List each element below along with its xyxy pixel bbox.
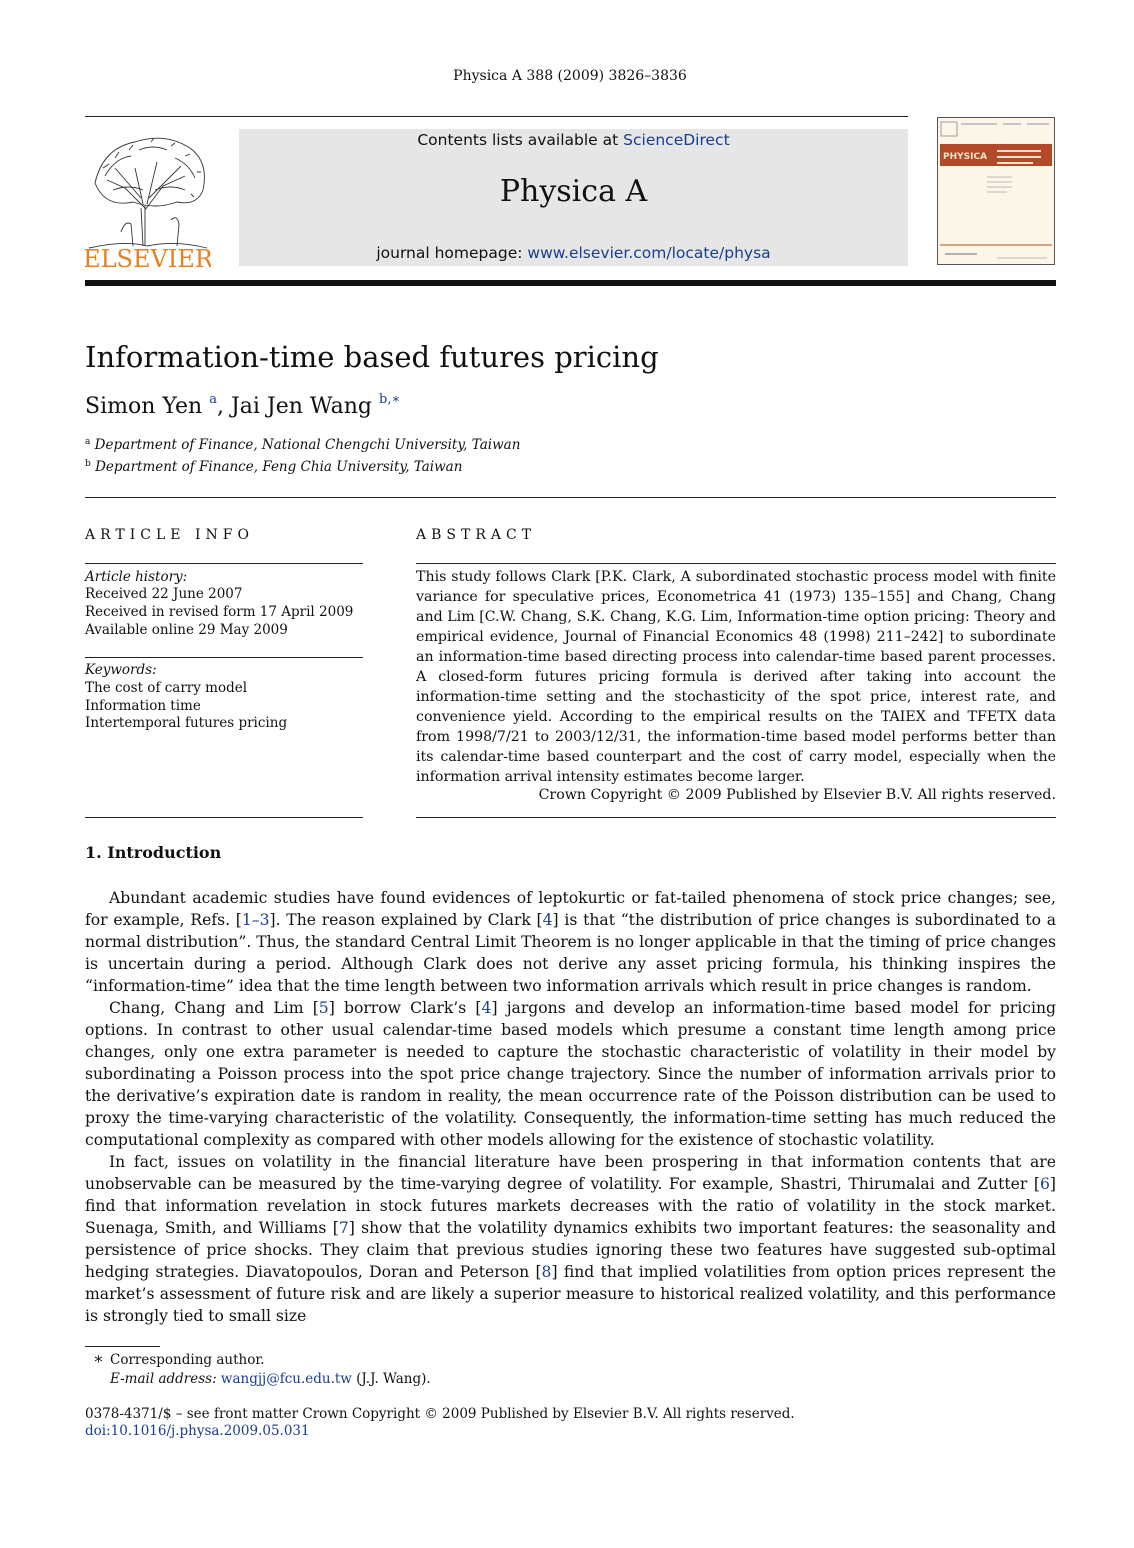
citation-link[interactable]: 4 [481,999,492,1017]
journal-homepage-link[interactable]: www.elsevier.com/locate/physa [527,244,771,262]
author-name: Simon Yen [85,394,203,419]
affiliation [85,437,520,453]
citation-link[interactable]: 5 [318,999,329,1017]
citation-link[interactable]: 1–3 [241,911,270,929]
intro-text: ] jargons and develop an information-time based model for pricing options. In contrast to other usual calendar-time based models which presume a constant time length among price changes, only one extra parameter is needed to capture the stochastic characteristic of volatility in their model by subordinating a Poisson process into the spot price change trajectory. Since the number of information arrivals prior to the derivative’s expiration date is random in reality, the mean occurrence rate of the Poisson distribution can be used to proxy the time-varying characteristic of the volatility. Consequently, the information-time setting has much reduced the computational complexity as compared with other models allowing for the existence of stochastic volatility. [85,999,1056,1149]
section-heading-introduction: 1. Introduction [85,843,222,862]
citation-link[interactable]: 6 [1039,1175,1050,1193]
corresponding-author-note: Corresponding author. [110,1352,265,1368]
homepage-line [239,244,908,262]
section-rule [85,497,1056,498]
introduction-body [85,887,1056,1327]
intro-paragraph [85,887,1056,997]
contents-prefix: Contents lists available at [417,131,624,149]
abstract-copyright: Crown Copyright © 2009 Published by Elsevier B.V. All rights reserved. [538,787,1056,803]
homepage-prefix: journal homepage: [376,244,528,262]
keyword: Information time [85,698,201,714]
intro-text: ]. The reason explained by Clark [ [269,911,543,929]
intro-text: Chang, Chang and Lim [ [109,999,319,1017]
email-suffix: (J.J. Wang). [351,1371,431,1387]
contents-line [239,131,908,149]
journal-title: Physica A [499,174,648,209]
footnote-rule [85,1346,160,1347]
journal-banner [239,129,908,266]
issn-line: 0378-4371/$ – see front matter Crown Copyright © 2009 Published by Elsevier B.V. All rights reserved. [85,1406,795,1422]
intro-text: ] is that “the distribution of price changes is subordinated to a normal distribution”. Thus, the standard Central Limit Theorem is no longer applicable in that the timing of price changes is uncertain during a period. Although Clark does not derive any asset pricing formula, his thinking inspires the “information-time” idea that the time length between two information arrivals which result in price changes is random. [85,911,1057,995]
running-head: Physica A 388 (2009) 3826–3836 [453,68,687,84]
affiliation-mark: a [85,437,91,447]
citation-link[interactable]: 4 [542,911,553,929]
footnote-marker: ∗ [93,1349,104,1368]
intro-text: Abundant academic studies have found evidences of leptokurtic or fat-tailed phenomena of stock price changes; see, for example, Refs. [ [85,889,1056,929]
elsevier-logo[interactable] [85,128,211,270]
history-item: Received 22 June 2007 [85,586,243,602]
affiliation-mark: b [85,459,91,469]
header-thick-rule [85,280,1056,286]
abstract-rule [416,817,1056,818]
article-info-rule [85,563,363,564]
affiliation [85,459,462,475]
intro-paragraph [85,1151,1056,1327]
cover-badge: PHYSICA [943,152,988,162]
author-list [85,394,400,419]
article-title: Information-time based futures pricing [85,340,659,374]
abstract-rule [416,563,1056,564]
author-affiliation-link[interactable]: b,∗ [379,392,401,407]
intro-text: ] find that implied volatilities from option prices represent the market’s assessment of future risk and are likely a superior measure to historical realized volatility, and this performance is strongly tied to small size [85,1263,1056,1325]
elsevier-wordmark: ELSEVIER [85,245,211,270]
email-footnote [110,1371,431,1387]
affiliation-text: Department of Finance, Feng Chia University, Taiwan [95,459,463,475]
history-item: Available online 29 May 2009 [85,622,288,638]
abstract-heading: ABSTRACT [416,527,537,543]
citation-link[interactable]: 8 [541,1263,552,1281]
author-separator: , [216,394,231,419]
history-item: Received in revised form 17 April 2009 [85,604,354,620]
keywords-label: Keywords: [85,662,157,678]
author-name: Jai Jen Wang [230,394,372,419]
journal-cover-thumbnail [937,117,1055,265]
article-info-rule [85,817,363,818]
affiliation-text: Department of Finance, National Chengchi University, Taiwan [94,437,521,453]
email-label: E-mail address: [110,1371,221,1387]
author-affiliation-link[interactable]: a [209,392,217,407]
keyword: The cost of carry model [85,680,248,696]
email-link[interactable]: wangjj@fcu.edu.tw [220,1371,352,1387]
abstract-text: This study follows Clark [P.K. Clark, A subordinated stochastic process model with finite variance for speculative prices, Econometrica 41 (1973) 135–155] and Chang, Chang and Lim [C.W. Chang, S.K. Chang, K.G. Lim, Information-time option pricing: Theory and empirical evidence, Journal of Financial Economics 48 (1998) 211–242] to subordinate an information-time based directing process into calendar-time based parent processes. A closed-form futures pricing formula is derived after taking into account the information-time setting and the stochasticity of the spot price, interest rate, and convenience yield. According to the empirical results on the TAIEX and TFETX data from 1998/7/21 to 2003/12/31, the information-time based model performs better than its calendar-time based counterpart and the cost of carry model, especially when the information arrival intensity estimates become larger. [416,569,1056,785]
journal-cover[interactable] [937,117,1055,265]
intro-text: ] find that information revelation in stock futures markets decreases with the ratio of volatility in the stock market. Suenaga, Smith, and Williams [ [85,1175,1056,1237]
elsevier-tree-icon [85,128,211,270]
doi-link[interactable]: doi:10.1016/j.physa.2009.05.031 [85,1423,310,1439]
header-top-rule [85,116,908,117]
sciencedirect-link[interactable]: ScienceDirect [623,131,730,149]
article-info-heading: ARTICLE INFO [85,527,254,543]
keyword: Intertemporal futures pricing [85,715,288,731]
history-label: Article history: [85,569,188,585]
article-info-rule [85,657,363,658]
intro-paragraph [85,997,1056,1151]
intro-text: ] show that the volatility dynamics exhibits two important features: the seasonality and persistence of price shocks. They claim that previous studies ignoring these two features have suggested sub-optimal hedging strategies. Diavatopoulos, Doran and Peterson [ [85,1219,1056,1281]
citation-link[interactable]: 7 [338,1219,349,1237]
intro-text: In fact, issues on volatility in the financial literature have been prospering in that information contents that are unobservable can be measured by the time-varying degree of volatility. For example, Shastri, Thirumalai and Zutter [ [85,1153,1056,1193]
intro-text: ] borrow Clark’s [ [328,999,482,1017]
